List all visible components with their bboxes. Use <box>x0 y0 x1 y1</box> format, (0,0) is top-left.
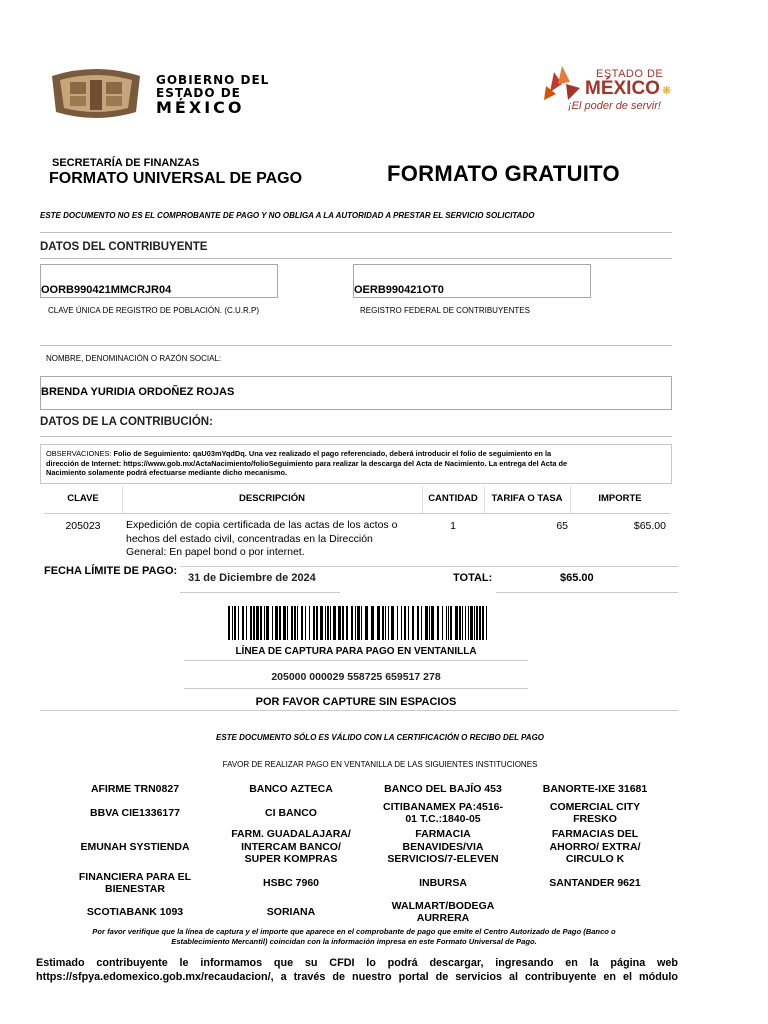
gov-line-1: GOBIERNO DEL <box>156 73 270 87</box>
barcode-image <box>228 606 490 640</box>
institution-item: COMERCIAL CITY FRESKO <box>549 800 641 825</box>
government-title <box>156 74 269 116</box>
barcode-bar <box>320 606 323 640</box>
institution-item: INBURSA <box>419 876 467 889</box>
barcode-bar <box>408 606 409 640</box>
institution-item: WALMART/BODEGA AURRERA <box>391 899 495 924</box>
barcode-bar <box>333 606 336 640</box>
barcode-bar <box>234 606 236 640</box>
barcode-bar <box>382 606 384 640</box>
barcode-bar <box>238 606 239 640</box>
barcode-bar <box>385 606 386 640</box>
barcode-bar <box>361 606 362 640</box>
barcode-bar <box>246 606 247 640</box>
barcode-bar <box>412 606 414 640</box>
barcode-bar <box>442 606 443 640</box>
table-col-divider <box>422 487 423 513</box>
barcode-bar <box>371 606 374 640</box>
divider <box>180 592 340 593</box>
col-header-clave: CLAVE <box>67 493 99 504</box>
institution-item: BANORTE-IXE 31681 <box>542 782 648 795</box>
table-header-divider <box>44 513 670 514</box>
barcode-bar <box>297 606 298 640</box>
secretaria-label: SECRETARÍA DE FINANZAS <box>52 157 200 169</box>
institution-item: AFIRME TRN0827 <box>90 782 180 795</box>
cfdi-note <box>36 956 678 984</box>
table-col-divider <box>484 487 485 513</box>
observations-line-3: Nacimiento solamente podrá efectuarse mediante dicho mecanismo. <box>46 468 288 477</box>
curp-label: CLAVE ÚNICA DE REGISTRO DE POBLACIÓN. (C.U.R.P) <box>48 306 259 315</box>
state-logo-slogan: ¡El poder de servir! <box>568 100 661 112</box>
total-label: TOTAL: <box>453 572 493 584</box>
barcode-bar <box>462 606 463 640</box>
institution-item: FARMACIAS DEL AHORRO/ EXTRA/ CIRCULO K <box>549 828 641 866</box>
barcode-bar <box>377 606 380 640</box>
curp-value: OORB990421MMCRJR04 <box>41 284 172 296</box>
institution-item: BANCO AZTECA <box>249 782 333 795</box>
observations-line-1: Folio de Seguimiento: qaU03mYqdDq. Una vez realizado el pago referenciado, deberá introducir el folio de seguimiento en la <box>113 449 552 458</box>
item-desc-line-2: hechos del estado civil, concentradas en la Dirección <box>126 532 373 545</box>
barcode-bar <box>342 606 344 640</box>
institution-item: FINANCIERA PARA EL BIENESTAR <box>78 870 192 895</box>
barcode-bar <box>474 606 475 640</box>
observations-line-2: dirección de Internet: https://www.gob.mx/ActaNacimiento/folioSeguimiento para realizar la descarga del Acta de Nacimiento. La entrega del Acta de <box>46 458 568 468</box>
barcode-bar <box>388 606 389 640</box>
barcode-bar <box>429 606 430 640</box>
barcode-bar <box>294 606 296 640</box>
institution-item: EMUNAH SYSTIENDA <box>80 840 190 853</box>
observations-text <box>46 449 670 478</box>
observations-label: OBSERVACIONES: <box>46 449 112 458</box>
institution-item: FARMACIA BENAVIDES/VIA SERVICIOS/7-ELEVEN <box>387 828 499 866</box>
institution-item: BANCO DEL BAJÍO 453 <box>384 782 502 795</box>
barcode-bar <box>446 606 447 640</box>
barcode-bar <box>287 606 288 640</box>
capture-line-value: 205000 000029 558725 659517 278 <box>271 671 441 683</box>
item-desc-line-1: Expedición de copia certificada de las actas de los actos o <box>126 519 398 531</box>
barcode-bar <box>283 606 286 640</box>
barcode-bar <box>266 606 269 640</box>
divider <box>40 232 672 233</box>
barcode-bar <box>301 606 303 640</box>
item-description <box>126 519 422 560</box>
barcode-bar <box>351 606 353 640</box>
barcode-bar <box>476 606 478 640</box>
institution-item: FARM. GUADALAJARA/ INTERCAM BANCO/ SUPER KOMPRAS <box>231 828 351 866</box>
institution-item: SANTANDER 9621 <box>549 876 641 889</box>
item-desc-line-3: General: En papel bond o por internet. <box>126 546 305 558</box>
barcode-bar <box>330 606 331 640</box>
barcode-bar <box>465 606 466 640</box>
rfc-label: REGISTRO FEDERAL DE CONTRIBUYENTES <box>360 306 530 315</box>
name-label: NOMBRE, DENOMINACIÓN O RAZÓN SOCIAL: <box>46 354 222 363</box>
contribution-section-title: DATOS DE LA CONTRIBUCIÓN: <box>40 416 213 428</box>
item-importe: $65.00 <box>633 520 666 532</box>
barcode-bar <box>228 606 230 640</box>
barcode-bar <box>272 606 273 640</box>
institution-item: SORIANA <box>266 905 316 918</box>
barcode-bar <box>250 606 252 640</box>
institution-item: SCOTIABANK 1093 <box>86 905 184 918</box>
barcode-bar <box>455 606 458 640</box>
barcode-bar <box>417 606 419 640</box>
divider <box>184 660 528 661</box>
disclaimer-text: ESTE DOCUMENTO NO ES EL COMPROBANTE DE PAGO Y NO OBLIGA A LA AUTORIDAD A PRESTAR EL SERVICIO SOLICITADO <box>40 211 535 220</box>
divider <box>180 566 678 567</box>
divider <box>40 258 672 259</box>
barcode-bar <box>401 606 402 640</box>
contributor-section-title: DATOS DEL CONTRIBUYENTE <box>40 241 208 253</box>
institution-item: BBVA CIE1336177 <box>90 806 180 819</box>
barcode-bar <box>291 606 293 640</box>
due-date-value: 31 de Diciembre de 2024 <box>188 572 316 584</box>
barcode-bar <box>421 606 422 640</box>
table-col-divider <box>122 487 123 513</box>
barcode-bar <box>325 606 326 640</box>
cfdi-line-1: Estimado contribuyente le informamos que su CFDI lo podrá descargar, ingresando en la página web <box>36 957 678 969</box>
barcode-bar <box>479 606 481 640</box>
barcode-bar <box>448 606 449 640</box>
barcode-bar <box>232 606 233 640</box>
barcode-bar <box>260 606 262 640</box>
name-value: BRENDA YURIDIA ORDOÑEZ ROJAS <box>41 386 235 398</box>
validity-note: ESTE DOCUMENTO SÓLO ES VÁLIDO CON LA CERTIFICACIÓN O RECIBO DEL PAGO <box>215 733 545 742</box>
barcode-bar <box>275 606 278 640</box>
barcode-bar <box>437 606 439 640</box>
divider <box>496 592 678 593</box>
total-value: $65.00 <box>560 572 594 584</box>
barcode-bar <box>346 606 348 640</box>
institution-item: CI BANCO <box>265 806 317 819</box>
gov-line-2: ESTADO DE <box>156 86 241 100</box>
verify-note <box>40 927 668 947</box>
barcode-bar <box>253 606 255 640</box>
institutions-intro: FAVOR DE REALIZAR PAGO EN VENTANILLA DE LAS SIGUIENTES INSTITUCIONES <box>222 760 538 769</box>
item-cantidad: 1 <box>450 520 456 532</box>
barcode-bar <box>264 606 265 640</box>
barcode-bar <box>365 606 368 640</box>
state-seal-logo <box>48 66 144 120</box>
form-name: FORMATO UNIVERSAL DE PAGO <box>49 170 303 187</box>
table-col-divider <box>570 487 571 513</box>
barcode-bar <box>355 606 356 640</box>
barcode-bar <box>397 606 398 640</box>
item-tarifa: 65 <box>556 520 568 532</box>
state-logo-top: ESTADO DE <box>596 68 664 80</box>
state-logo-main: MÉXICO <box>585 78 660 99</box>
barcode-bar <box>316 606 318 640</box>
free-format-label: FORMATO GRATUITO <box>387 161 620 186</box>
barcode-bar <box>482 606 484 640</box>
barcode-bar <box>338 606 341 640</box>
rfc-value: OERB990421OT0 <box>354 284 444 296</box>
capture-line-title: LÍNEA DE CAPTURA PARA PAGO EN VENTANILLA <box>235 646 477 657</box>
col-header-descripcion: DESCRIPCIÓN <box>239 493 305 504</box>
barcode-bar <box>391 606 394 640</box>
due-date-label: FECHA LÍMITE DE PAGO: <box>44 565 178 577</box>
barcode-bar <box>279 606 281 640</box>
barcode-bar <box>313 606 315 640</box>
col-header-tarifa: TARIFA O TASA <box>491 493 563 504</box>
divider <box>184 688 528 689</box>
verify-line-2: Establecimiento Mercantil) coincidan con la información impresa en este Formato Universal de Pago. <box>171 937 537 946</box>
col-header-importe: IMPORTE <box>598 493 642 504</box>
barcode-bar <box>256 606 259 640</box>
barcode-bar <box>305 606 306 640</box>
divider <box>40 345 672 346</box>
barcode-bar <box>309 606 310 640</box>
gov-line-3: MÉXICO <box>156 98 245 117</box>
barcode-bar <box>357 606 360 640</box>
institution-item: CITIBANAMEX PA:4516- 01 T.C.:1840-05 <box>383 800 503 825</box>
barcode-bar <box>459 606 461 640</box>
barcode-bar <box>450 606 452 640</box>
item-clave: 205023 <box>65 520 101 532</box>
divider <box>40 710 678 711</box>
col-header-cantidad: CANTIDAD <box>428 493 478 504</box>
capture-instruction: POR FAVOR CAPTURE SIN ESPACIOS <box>255 696 457 708</box>
barcode-bar <box>242 606 244 640</box>
barcode-bar <box>404 606 406 640</box>
barcode-bar <box>470 606 473 640</box>
verify-line-1: Por favor verifique que la línea de captura y el importe que aparece en el comprobante de pago que emite el Centro Autorizado de Pago (Banco o <box>92 927 616 936</box>
barcode-bar <box>486 606 487 640</box>
state-logo-ornament-icon: ❋ <box>662 85 672 97</box>
barcode-bar <box>468 606 469 640</box>
barcode-bar <box>327 606 329 640</box>
barcode-bar <box>425 606 428 640</box>
institution-item: HSBC 7960 <box>262 876 320 889</box>
divider <box>40 436 672 437</box>
barcode-bar <box>431 606 434 640</box>
cfdi-line-2: https://sfpya.edomexico.gob.mx/recaudacion/, a través de nuestro portal de servicios al contribuyente en el módulo <box>36 971 678 983</box>
